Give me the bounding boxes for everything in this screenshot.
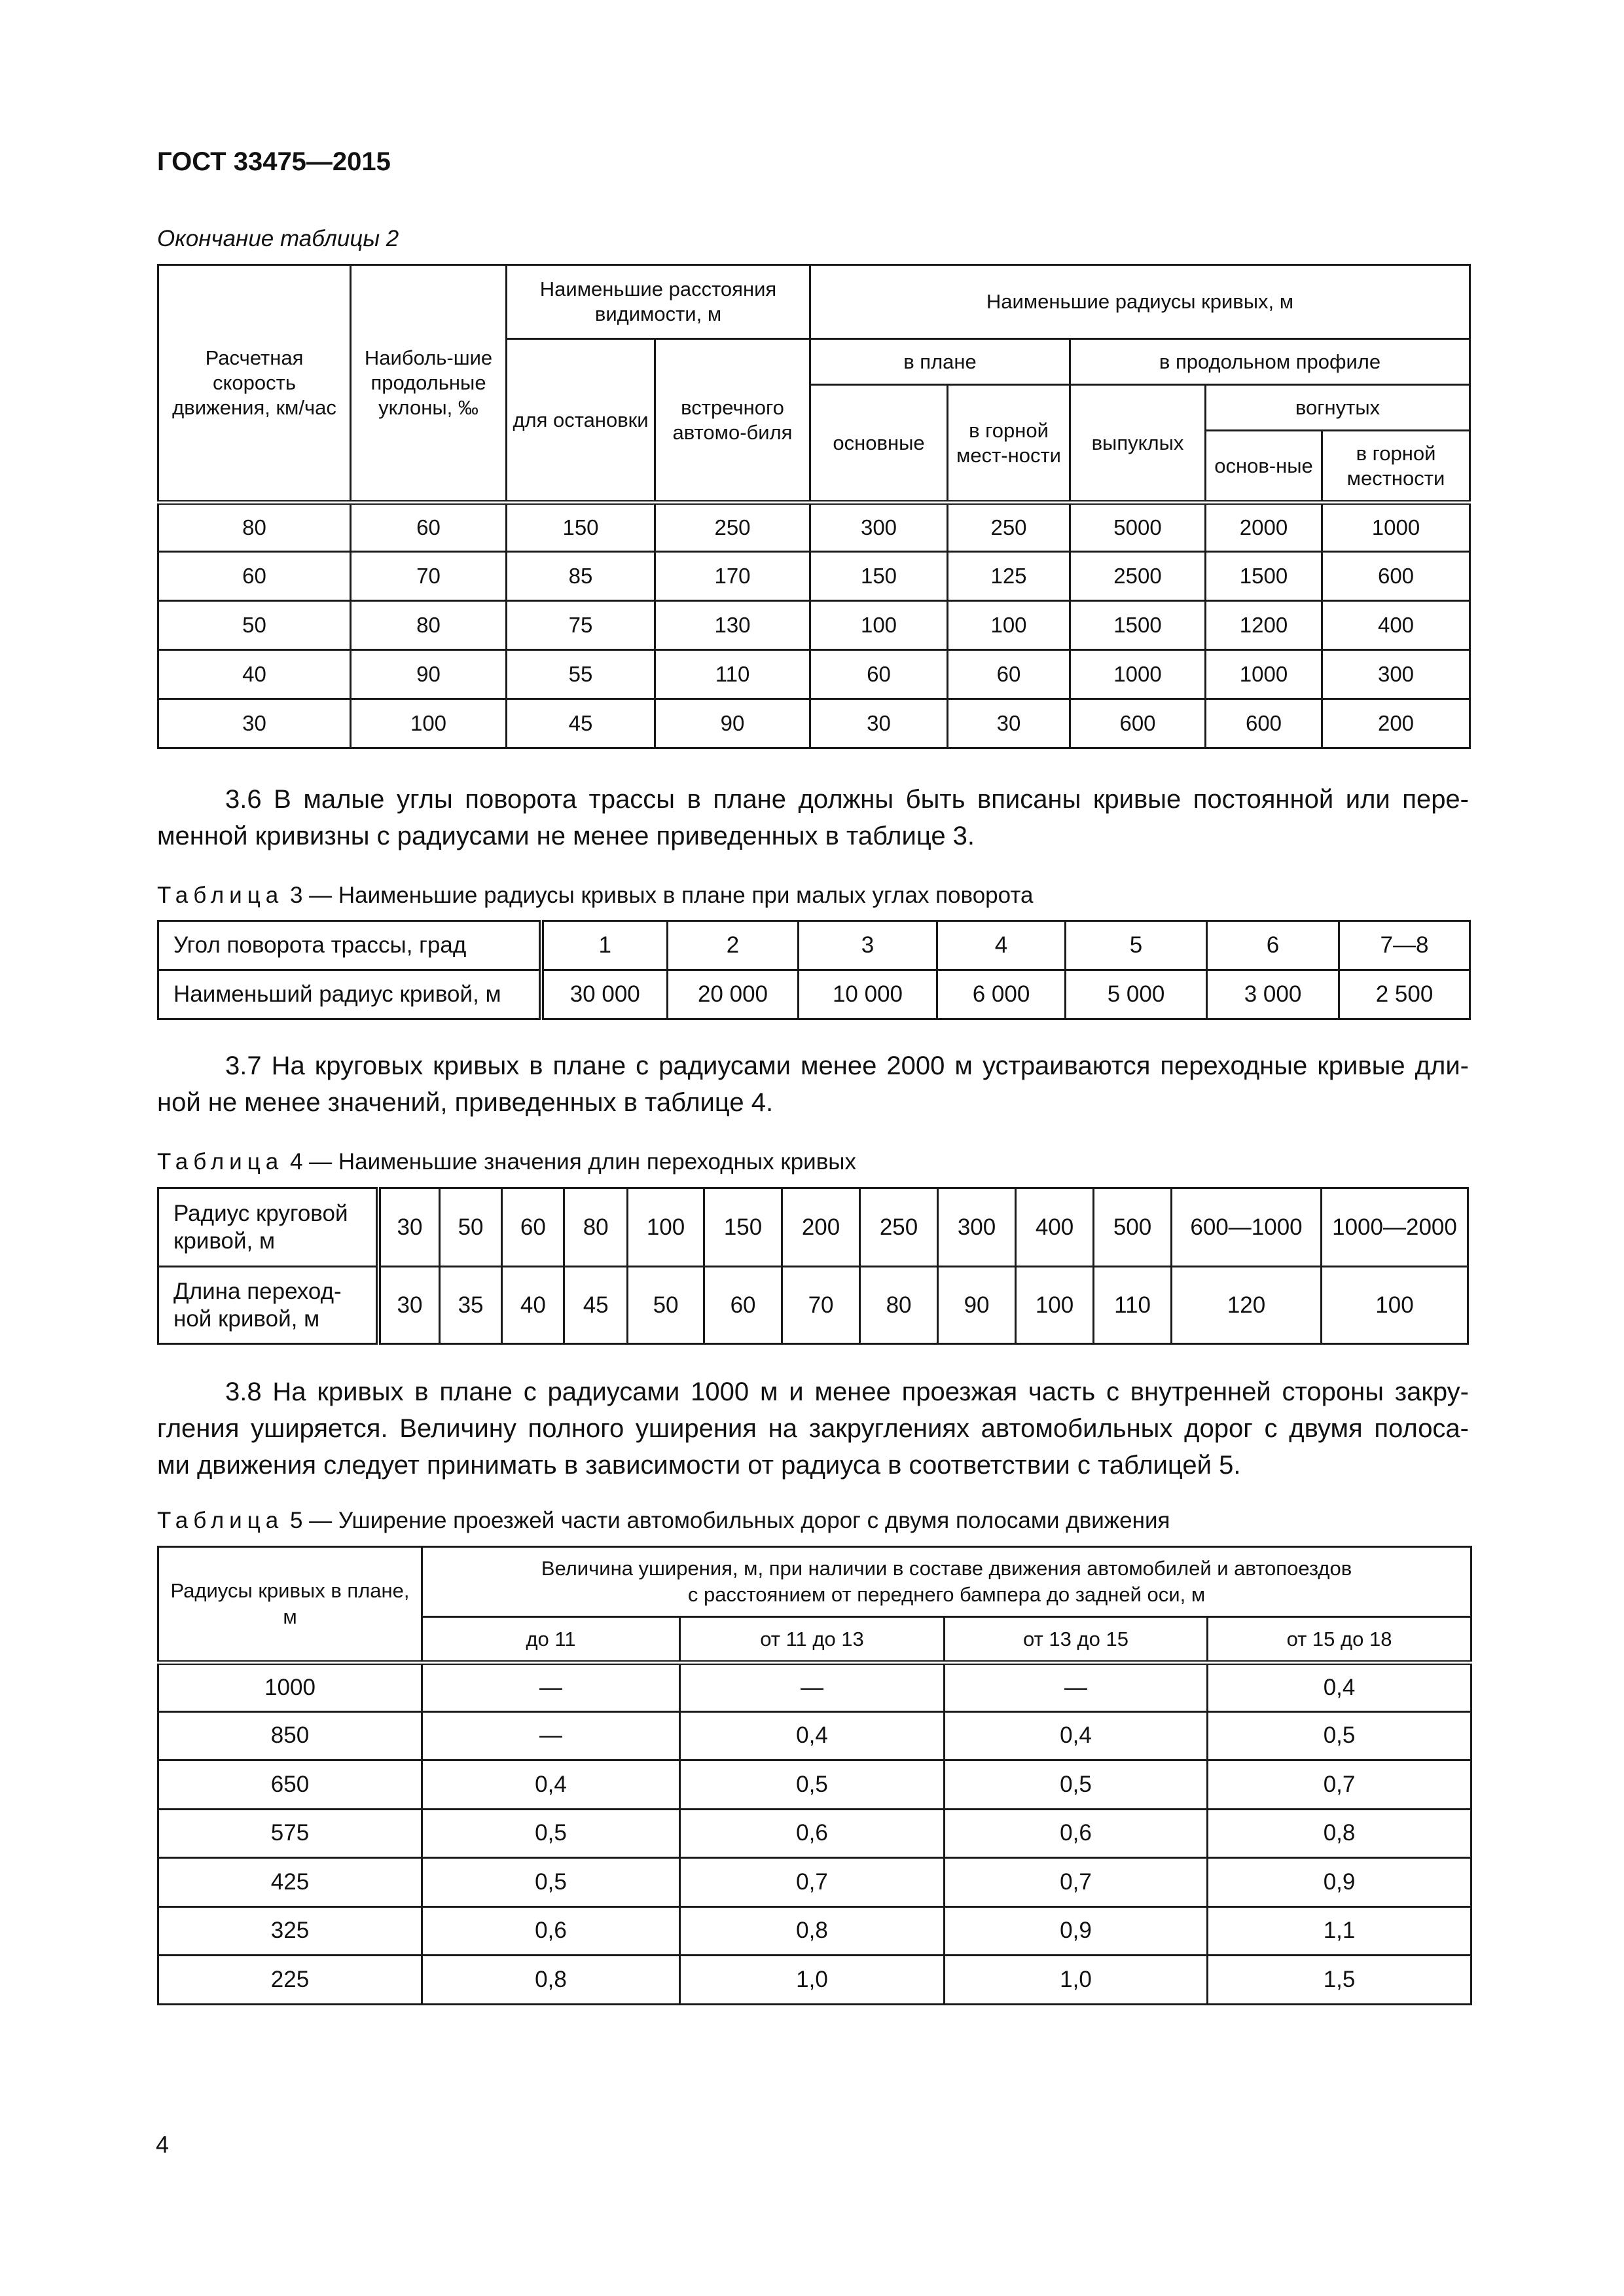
para38-line1: 3.8 На кривых в плане с радиусами 1000 м и менее проезжая часть с внутренней стороны закру- <box>225 1377 1469 1406</box>
table3-cell: 5 <box>1066 921 1207 970</box>
table4-cell: 120 <box>1172 1267 1322 1344</box>
table-cell: 0,8 <box>1208 1809 1471 1858</box>
table4-cell: 100 <box>1321 1267 1468 1344</box>
table-cell: 0,5 <box>422 1809 680 1858</box>
table4-row-label-radius: Радиус круговой кривой, м <box>158 1188 379 1267</box>
table4-row-label-length: Длина переход-ной кривой, м <box>158 1267 379 1344</box>
table-cell: 110 <box>655 650 810 699</box>
header-profile: в продольном профиле <box>1070 339 1470 385</box>
table2-body <box>158 503 1470 748</box>
table-cell: 30 <box>158 699 351 748</box>
table3-cell: 2 500 <box>1339 970 1470 1019</box>
table3-cell: 5 000 <box>1066 970 1207 1019</box>
table-cell: 1,0 <box>945 1956 1208 2005</box>
table3-cell: 2 <box>668 921 799 970</box>
table-cell: 1000 <box>1206 650 1322 699</box>
table-row <box>158 552 1470 601</box>
table4-caption-label: Таблица <box>157 1149 284 1175</box>
table-cell: 0,4 <box>422 1760 680 1810</box>
table-cell: 90 <box>351 650 507 699</box>
table4-cell: 600—1000 <box>1172 1188 1322 1267</box>
table4-cell: 35 <box>439 1267 502 1344</box>
table-cell: 150 <box>810 552 948 601</box>
table-cell: 1000 <box>1070 650 1206 699</box>
header-widening-line1: Величина уширения, м, при наличии в составе движения автомобилей и автопоездов <box>541 1557 1352 1580</box>
table-cell: 75 <box>507 601 655 650</box>
table-cell: 2000 <box>1206 503 1322 552</box>
table-4 <box>157 1187 1469 1345</box>
table2-caption: Окончание таблицы 2 <box>157 226 399 251</box>
table4-cell: 45 <box>564 1267 628 1344</box>
table3-cell: 30 000 <box>541 970 668 1019</box>
para36-line2: менной кривизны с радиусами не менее приведенных в таблице 3. <box>157 822 975 850</box>
table4-cell: 500 <box>1094 1188 1172 1267</box>
header-widening <box>422 1547 1471 1617</box>
table-cell: 0,9 <box>1208 1858 1471 1907</box>
table-cell: 40 <box>158 650 351 699</box>
table-cell: 1200 <box>1206 601 1322 650</box>
table4-cell: 60 <box>502 1188 564 1267</box>
table3-cell: 1 <box>541 921 668 970</box>
header-slopes: Наиболь-шие продольные уклоны, ‰ <box>351 265 507 503</box>
para38-line3: ми движения следует принимать в зависимости от радиуса в соответствии с таблицей 5. <box>157 1451 1241 1480</box>
table-cell: 300 <box>810 503 948 552</box>
table4-cell: 300 <box>938 1188 1016 1267</box>
table-cell: 0,5 <box>680 1760 945 1810</box>
table-cell: 650 <box>158 1760 422 1810</box>
table-cell: 60 <box>158 552 351 601</box>
table-cell: 850 <box>158 1711 422 1760</box>
table5-caption-text: 5 — Уширение проезжей части автомобильных дорог с двумя полосами движения <box>289 1508 1170 1533</box>
table3-cell: 4 <box>937 921 1066 970</box>
table-cell: 0,6 <box>945 1809 1208 1858</box>
table3-cell: 3 <box>799 921 937 970</box>
header-stop: для остановки <box>507 339 655 503</box>
header-convex: выпуклых <box>1070 385 1206 503</box>
table-cell: 70 <box>351 552 507 601</box>
header-col-3: от 13 до 15 <box>945 1617 1208 1663</box>
para38-line2: гления уширяется. Величину полного уширения на закруглениях автомобильных дорог с двумя полоса- <box>157 1414 1469 1443</box>
header-col-2: от 11 до 13 <box>680 1617 945 1663</box>
table-cell: 0,6 <box>680 1809 945 1858</box>
table4-cell: 100 <box>628 1188 704 1267</box>
table-cell: 300 <box>1322 650 1470 699</box>
header-radii: Наименьшие радиусы кривых, м <box>810 265 1470 339</box>
table-cell: 250 <box>655 503 810 552</box>
table-cell: — <box>422 1663 680 1712</box>
table-cell: 1,1 <box>1208 1906 1471 1956</box>
header-oncoming: встречного автомо-биля <box>655 339 810 503</box>
table-cell: 0,9 <box>945 1906 1208 1956</box>
table-cell: 5000 <box>1070 503 1206 552</box>
table-cell: 0,6 <box>422 1906 680 1956</box>
table-row <box>158 1906 1471 1956</box>
table-cell: 0,5 <box>422 1858 680 1907</box>
table4-caption-text: 4 — Наименьшие значения длин переходных кривых <box>289 1149 856 1175</box>
table3-cell: 3 000 <box>1207 970 1339 1019</box>
table-cell: 425 <box>158 1858 422 1907</box>
table3-caption-label: Таблица <box>157 883 284 908</box>
table-cell: 1000 <box>158 1663 422 1712</box>
table4-cell: 60 <box>704 1267 782 1344</box>
table4-cell: 200 <box>782 1188 860 1267</box>
table-5 <box>157 1546 1472 2005</box>
table-cell: 1500 <box>1206 552 1322 601</box>
para37-line2: ной не менее значений, приведенных в таблице 4. <box>157 1088 774 1117</box>
header-speed: Расчетная скорость движения, км/час <box>158 265 351 503</box>
header-col-4: от 15 до 18 <box>1208 1617 1471 1663</box>
table5-body <box>158 1663 1471 2005</box>
table5-caption-label: Таблица <box>157 1508 284 1533</box>
table-row <box>158 601 1470 650</box>
table4-cell: 70 <box>782 1267 860 1344</box>
paragraph-3-6 <box>157 781 1469 854</box>
table3-caption-text: 3 — Наименьшие радиусы кривых в плане при малых углах поворота <box>289 883 1034 908</box>
header-col-1: до 11 <box>422 1617 680 1663</box>
table-cell: 200 <box>1322 699 1470 748</box>
header-widening-line2: с расстоянием от переднего бампера до задней оси, м <box>687 1583 1206 1606</box>
table-cell: 60 <box>810 650 948 699</box>
table-row <box>158 1760 1471 1810</box>
table-cell: 80 <box>351 601 507 650</box>
header-concave: вогнутых <box>1206 385 1470 431</box>
table-cell: 130 <box>655 601 810 650</box>
table-cell: 600 <box>1070 699 1206 748</box>
table-row <box>158 1711 1471 1760</box>
table-cell: 0,5 <box>945 1760 1208 1810</box>
table-cell: 600 <box>1322 552 1470 601</box>
table3-row-label-radius: Наименьший радиус кривой, м <box>158 970 541 1019</box>
table5-caption <box>157 1508 1170 1534</box>
table4-cell: 400 <box>1016 1188 1094 1267</box>
table-cell: 1000 <box>1322 503 1470 552</box>
table-cell: 0,7 <box>1208 1760 1471 1810</box>
table-cell: 0,4 <box>680 1711 945 1760</box>
table-cell: 60 <box>948 650 1070 699</box>
table3-caption <box>157 883 1033 909</box>
table-cell: 85 <box>507 552 655 601</box>
paragraph-3-7 <box>157 1048 1469 1121</box>
table4-cell: 150 <box>704 1188 782 1267</box>
table-cell: 45 <box>507 699 655 748</box>
table-cell: 2500 <box>1070 552 1206 601</box>
header-concave-basic: основ-ные <box>1206 431 1322 503</box>
header-mountain: в горной мест-ности <box>948 385 1070 503</box>
table-cell: 50 <box>158 601 351 650</box>
table-cell: 170 <box>655 552 810 601</box>
header-concave-mountain: в горной местности <box>1322 431 1470 503</box>
header-basic: основные <box>810 385 948 503</box>
table-cell: 60 <box>351 503 507 552</box>
table4-cell: 80 <box>860 1267 938 1344</box>
table-cell: 1,5 <box>1208 1956 1471 2005</box>
table-cell: 0,8 <box>680 1906 945 1956</box>
table3-cell: 7—8 <box>1339 921 1470 970</box>
table-cell: 1500 <box>1070 601 1206 650</box>
page-number: 4 <box>156 2131 170 2158</box>
table-cell: 0,4 <box>945 1711 1208 1760</box>
table4-cell: 30 <box>378 1188 439 1267</box>
table3-cell: 20 000 <box>668 970 799 1019</box>
table-row <box>158 650 1470 699</box>
table-row <box>158 503 1470 552</box>
document-header: ГОСТ 33475—2015 <box>157 147 391 176</box>
table-cell: 0,7 <box>680 1858 945 1907</box>
table-cell: 0,8 <box>422 1956 680 2005</box>
table3-row-label-angle: Угол поворота трассы, град <box>158 921 541 970</box>
table4-caption <box>157 1149 856 1175</box>
table3-cell: 6 000 <box>937 970 1066 1019</box>
table-cell: 225 <box>158 1956 422 2005</box>
table-cell: 1,0 <box>680 1956 945 2005</box>
table-cell: 90 <box>655 699 810 748</box>
table-cell: 80 <box>158 503 351 552</box>
table4-cell: 110 <box>1094 1267 1172 1344</box>
table4-cell: 50 <box>439 1188 502 1267</box>
header-plan: в плане <box>810 339 1070 385</box>
table-cell: 55 <box>507 650 655 699</box>
table-cell: 30 <box>948 699 1070 748</box>
table-cell: 325 <box>158 1906 422 1956</box>
table-cell: 150 <box>507 503 655 552</box>
para36-line1: 3.6 В малые углы поворота трассы в плане должны быть вписаны кривые постоянной или пере- <box>225 785 1469 814</box>
table-cell: 30 <box>810 699 948 748</box>
para37-line1: 3.7 На круговых кривых в плане с радиусами менее 2000 м устраиваются переходные кривые дли- <box>225 1051 1469 1080</box>
table-cell: — <box>945 1663 1208 1712</box>
table-row <box>158 1956 1471 2005</box>
table4-cell: 1000—2000 <box>1321 1188 1468 1267</box>
table-2 <box>157 264 1471 749</box>
table-cell: 0,7 <box>945 1858 1208 1907</box>
table4-cell: 80 <box>564 1188 628 1267</box>
table-3 <box>157 920 1471 1020</box>
table4-cell: 90 <box>938 1267 1016 1344</box>
table4-cell: 100 <box>1016 1267 1094 1344</box>
table-cell: 400 <box>1322 601 1470 650</box>
table4-cell: 30 <box>378 1267 439 1344</box>
table-cell: 0,4 <box>1208 1663 1471 1712</box>
table-cell: — <box>680 1663 945 1712</box>
table-cell: 100 <box>948 601 1070 650</box>
paragraph-3-8 <box>157 1374 1469 1484</box>
table4-cell: 250 <box>860 1188 938 1267</box>
table3-cell: 10 000 <box>799 970 937 1019</box>
table-cell: — <box>422 1711 680 1760</box>
table-cell: 575 <box>158 1809 422 1858</box>
table-row <box>158 1858 1471 1907</box>
table-cell: 100 <box>810 601 948 650</box>
table4-cell: 40 <box>502 1267 564 1344</box>
table4-cell: 50 <box>628 1267 704 1344</box>
header-radius: Радиусы кривых в плане, м <box>158 1547 422 1663</box>
table-cell: 250 <box>948 503 1070 552</box>
table-cell: 600 <box>1206 699 1322 748</box>
table3-cell: 6 <box>1207 921 1339 970</box>
table-cell: 100 <box>351 699 507 748</box>
header-visibility: Наименьшие расстояния видимости, м <box>507 265 810 339</box>
table-cell: 0,5 <box>1208 1711 1471 1760</box>
table-row <box>158 699 1470 748</box>
table-row <box>158 1809 1471 1858</box>
table-cell: 125 <box>948 552 1070 601</box>
table-row <box>158 1663 1471 1712</box>
